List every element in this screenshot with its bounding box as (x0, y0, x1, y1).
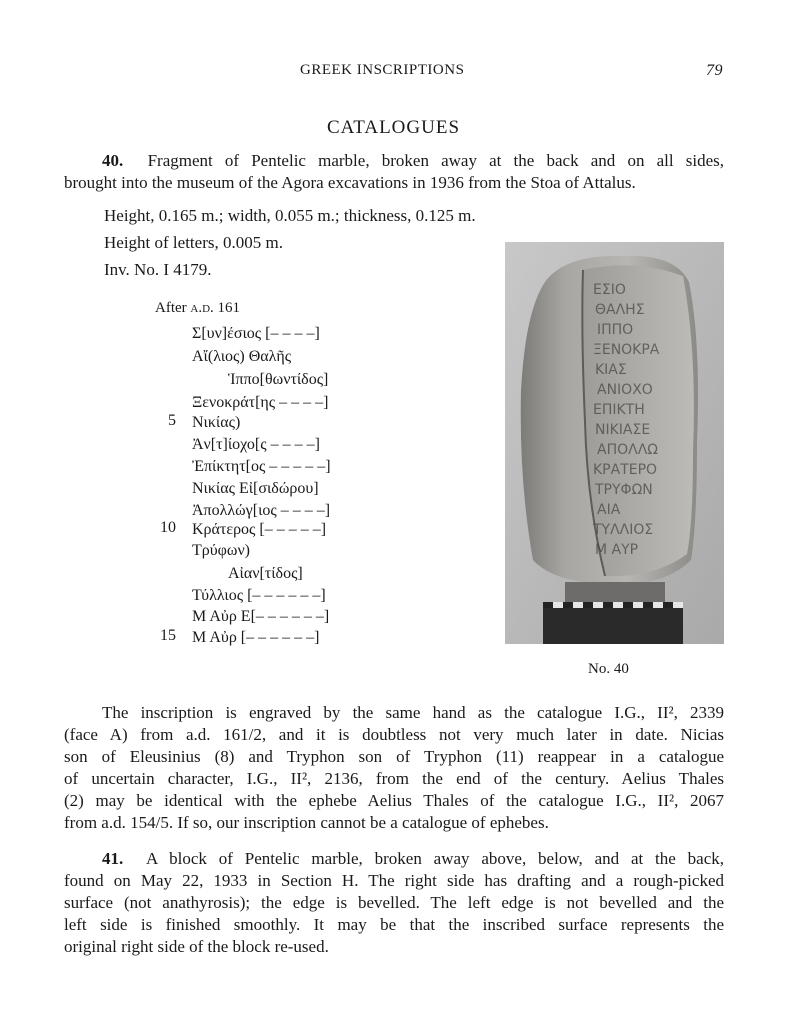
entry41-number: 41. (102, 849, 124, 868)
carved-letters: ΑΙΑ (597, 502, 621, 518)
entry40-inventory: Inv. No. I 4179. (104, 260, 212, 279)
carved-letters: ΤΡΥΦΩΝ (595, 482, 653, 498)
inscription-line: Αἴ(λιος) Θαλῆς (192, 348, 292, 365)
inscription-line: Νικίας) (192, 414, 241, 431)
fragment-photograph (505, 242, 724, 644)
inscription-line: Μ Αὐρ Ε[– – – – – –] (192, 608, 330, 625)
line-number: 10 (160, 519, 176, 536)
inscription-line: Ἱππο[θωντίδος] (228, 371, 329, 388)
inscription-line: Ἀπολλώγ[ιος – – – –] (192, 502, 331, 519)
commentary-line (64, 702, 724, 724)
line-number: 15 (160, 627, 176, 644)
line-number: 5 (168, 412, 176, 429)
carved-letters: ΕΠΙΚΤΗ (593, 402, 645, 418)
entry40-dimensions: Height, 0.165 m.; width, 0.055 m.; thickness, 0.125 m. (104, 206, 476, 225)
carved-letters: ΤΥΛΛΙΟΣ (593, 522, 654, 538)
carved-letters: ΑΝΙΟΧΟ (597, 382, 653, 398)
commentary-text: The inscription is engraved by the same hand as the catalogue I.G., II², 2339 (102, 703, 724, 722)
entry40-description-text1: Fragment of Pentelic marble, broken away at the back and on all sides, (147, 151, 725, 170)
carved-letters: ΘΑΛΗΣ (595, 302, 645, 318)
entry40-date (155, 300, 240, 317)
date-era: a.d. (190, 300, 214, 316)
photo-caption: No. 40 (588, 661, 629, 677)
carved-letters: ΝΙΚΙΑΣΕ (595, 422, 651, 438)
inscription-line: Αἰαν[τίδος] (228, 565, 303, 582)
carved-letters: ΙΠΠΟ (597, 322, 634, 338)
carved-letters: Μ ΑΥΡ (595, 542, 639, 558)
carved-letters: ΚΡΑΤΕΡΟ (593, 462, 658, 478)
inscription-line: Κράτερος [– – – – –] (192, 521, 327, 538)
inscription-line: Τρύφων) (192, 542, 251, 559)
entry41-line: left side is finished smoothly. It may be that the inscribed surface represents the (64, 915, 724, 934)
commentary-line: son of Eleusinius (8) and Tryphon son of Tryphon (11) reappear in a catalogue (64, 747, 724, 766)
entry41-text: A block of Pentelic marble, broken away above, below, and at the back, (145, 849, 724, 868)
entry40-description-line1 (64, 150, 724, 172)
section-title: CATALOGUES (326, 117, 461, 138)
entry40-number: 40. (102, 151, 124, 170)
page-number: 79 (706, 62, 723, 79)
running-header-title: GREEK INSCRIPTIONS (300, 62, 465, 78)
commentary-line: from a.d. 154/5. If so, our inscription cannot be a catalogue of ephebes. (64, 813, 549, 832)
entry40-description-line2: brought into the museum of the Agora excavations in 1936 from the Stoa of Attalus. (64, 173, 636, 192)
carved-letters: ΚΙΑΣ (595, 362, 627, 378)
inscription-line: Ἀν[τ]ίοχο[ς – – – –] (192, 436, 320, 453)
carved-letters: ΑΠΟΛΛΩ (597, 442, 658, 458)
commentary-line: (2) may be identical with the ephebe Aelius Thales of the catalogue I.G., II², 2067 (64, 791, 724, 810)
inscription-line: Σ[υν]έσιος [– – – –] (192, 325, 320, 342)
inscription-line: Νικίας Εἰ[σιδώρου] (192, 480, 319, 497)
fragment-photo-graphic (505, 242, 724, 644)
entry41-line: found on May 22, 1933 in Section H. The right side has drafting and a rough-picked (64, 871, 724, 890)
carved-letters: ΕΣΙΟ (593, 282, 626, 298)
entry41-line: original right side of the block re-used. (64, 937, 329, 956)
inscription-line: Τύλλιος [– – – – – –] (192, 587, 326, 604)
date-prefix: After (155, 300, 187, 316)
inscription-line: Ἐπίκτητ[ος – – – – –] (192, 458, 331, 475)
entry41-line: surface (not anathyrosis); the edge is bevelled. The left edge is not bevelled and the (64, 893, 724, 912)
inscription-line: Μ Αὐρ [– – – – – –] (192, 629, 320, 646)
date-year: 161 (217, 300, 241, 316)
entry41-line (64, 848, 724, 870)
carved-letters: ΞΕΝΟΚΡΑ (593, 342, 660, 358)
entry40-letter-height: Height of letters, 0.005 m. (104, 233, 283, 252)
commentary-line: (face A) from a.d. 161/2, and it is doubtless not very much later in date. Nicias (64, 725, 724, 744)
inscription-line: Ξενοκράτ[ης – – – –] (192, 394, 329, 411)
commentary-line: of uncertain character, I.G., II², 2136, from the end of the century. Aelius Thales (64, 769, 724, 788)
